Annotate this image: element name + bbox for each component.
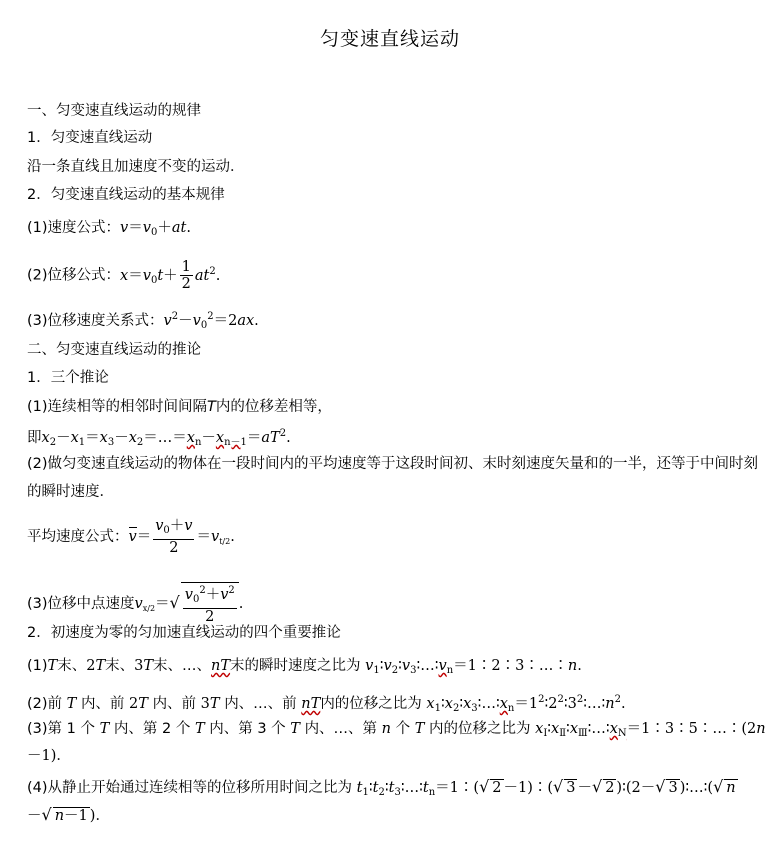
velocity-formula: $v=v_0+at$.: [120, 220, 191, 238]
midpoint-velocity-line: (3)位移中点速度$v_{x/2}=√$ $\frac{v_0^2+v^2}{2}$ .: [27, 582, 243, 625]
inference2-line2: 的瞬时速度．: [27, 484, 114, 500]
inference1-formula-line: 即$x_2-x_1=x_3-x_2=\dots=x_n-x_{n-1}=aT^2$.: [27, 428, 291, 448]
velocity-displacement-formula-line: (3)位移速度关系式：$v^2-v_0^2=2ax$.: [27, 311, 259, 331]
corollary4-line2: －√ n－1 )．: [27, 805, 110, 824]
section2-p4-label: 2．初速度为零的匀加速直线运动的四个重要推论: [27, 625, 341, 641]
corollary1-line: (1)T末、2T末、3T末、…、nT末的瞬时速度之比为 $v_1∶v_2∶v_3∶\dots∶v_n=1∶2∶3∶\dots∶n$.: [27, 658, 582, 676]
section2-p1-label: 1．三个推论: [27, 370, 109, 386]
average-velocity-formula: v＝ $\frac{v_0+v}{2}$ $=v_{t/2}$.: [128, 518, 235, 556]
displacement-formula: $x=v_0t+$ $\frac{1}{2}$ $at^2$.: [120, 259, 221, 292]
corollary2-line: (2)前 T 内、前 2T 内、前 3T 内、…、前 nT内的位移之比为 $x_1∶x_2∶x_3∶\dots∶x_n=1^2∶2^2∶3^2∶\dots∶n^2$.: [27, 694, 626, 714]
inference1-line: (1)连续相等的相邻时间间隔T内的位移差相等，: [27, 399, 332, 415]
midpoint-velocity-formula: $v_{x/2}=√$ $\frac{v_0^2+v^2}{2}$ .: [135, 596, 244, 612]
inference2-line1: (2)做匀变速直线运动的物体在一段时间内的平均速度等于这段时间初、末时刻速度矢量和的一半，还等于中间时刻: [27, 456, 759, 472]
corollary3-line1: (3)第 1 个 T 内、第 2 个 T 内、第 3 个 T 内、…、第 n 个 T 内的位移之比为 $x_Ⅰ∶x_Ⅱ∶x_Ⅲ∶\dots∶x_N=1∶3∶5∶\dots∶(2n$: [27, 721, 766, 739]
displacement-difference-formula: $x_2-x_1=x_3-x_2=\dots=x_n-x_{n-1}=aT^2$.: [41, 428, 291, 448]
velocity-formula-line: (1)速度公式：$v=v_0+at$.: [27, 220, 191, 238]
page-title: 匀变速直线运动: [319, 28, 460, 50]
displacement-formula-line: (2)位移公式：$x=v_0t+$ $\frac{1}{2}$ $at^2$.: [27, 259, 221, 292]
section2-heading: 二、匀变速直线运动的推论: [27, 342, 201, 358]
corollary3-line2: －1)．: [27, 748, 71, 764]
average-velocity-line: 平均速度公式：v＝ $\frac{v_0+v}{2}$ $=v_{t/2}$.: [27, 518, 235, 556]
section1-item1-text: 沿一条直线且加速度不变的运动．: [27, 159, 245, 175]
section1-heading: 一、匀变速直线运动的规律: [27, 103, 201, 119]
velocity-displacement-formula: $v^2-v_0^2=2ax$.: [163, 311, 259, 331]
section1-item2-label: 2．匀变速直线运动的基本规律: [27, 187, 225, 203]
corollary4-line1: (4)从静止开始通过连续相等的位移所用时间之比为 $t_1∶t_2∶t_3∶\dots∶t_n=1∶(√$ 2 －1)∶(√ 3 －√ 2 )∶(2－√ 3 )∶…∶(√ n: [27, 777, 736, 798]
section1-item1-label: 1．匀变速直线运动: [27, 130, 153, 146]
